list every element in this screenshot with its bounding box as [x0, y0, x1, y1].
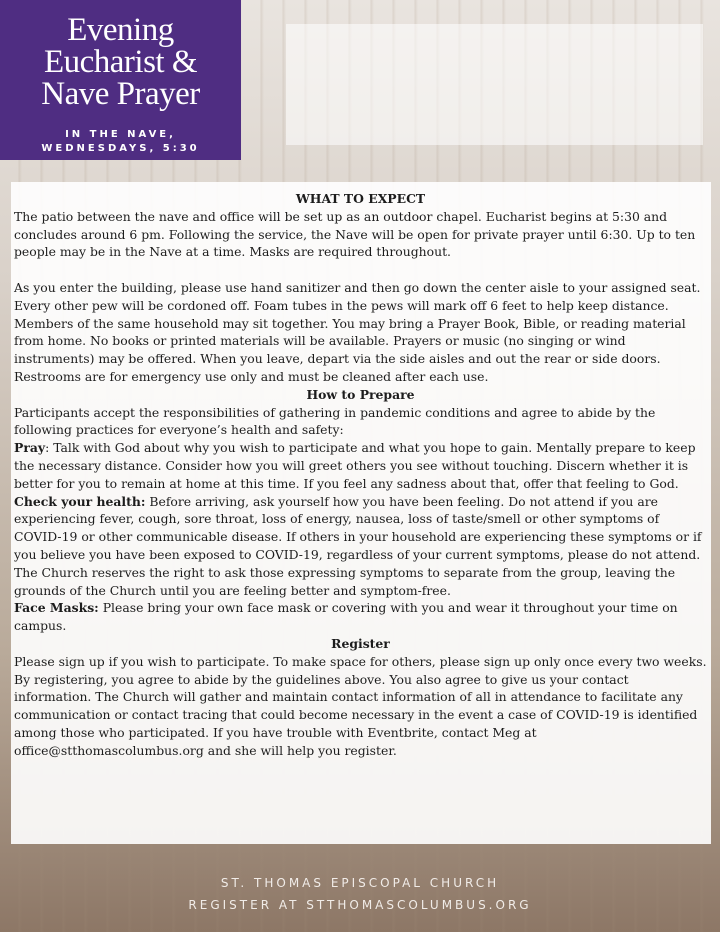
prepare-heading: How to Prepare [306, 386, 415, 402]
pray-text: : Talk with God about why you wish to participate and what you hope to gain. Mentally prepare to keep the necessary distance. Consider how you will greet others you see without touching. Discern whether it is better for you to remain at home at this time. If you feel any sadness about that, offer that feeling to God. [14, 440, 696, 491]
expect-heading: WHAT TO EXPECT [295, 191, 426, 206]
info-panel [11, 182, 711, 844]
title-line-1: Evening [67, 12, 174, 48]
prepare-intro: Participants accept the responsibilities of gathering in pandemic conditions and agree to abide by the following practices for everyone’s health and safety: [14, 404, 656, 438]
title-line-3: Nave Prayer [41, 76, 200, 112]
title-line-2: Eucharist & [43, 44, 198, 80]
masks-paragraph [14, 599, 707, 635]
expect-paragraph-1: The patio between the nave and office will be set up as an outdoor chapel. Eucharist begins at 5:30 and concludes around 6 pm. Following the service, the Nave will be open for private prayer until 6:30. Up to ten people may be in the Nave at a time. Masks are required throughout. [14, 208, 696, 260]
masks-label: Face Masks: [14, 600, 99, 616]
health-text: Before arriving, ask yourself how you have been feeling. Do not attend if you are experiencing fever, cough, sore throat, loss of energy, nausea, loss of taste/smell or other symptoms of COVID-19 or other communicable disease. If others in your household are experiencing these symptoms or if you believe you have been exposed to COVID-19, regardless of your current symptoms, please do not attend. The Church reserves the right to ask those expressing symptoms to separate from the group, leaving the grounds of the Church until you are feeling better and symptom-free. [14, 493, 702, 598]
register-url: REGISTER AT STTHOMASCOLUMBUS.ORG [188, 898, 532, 912]
pray-label: Pray [14, 440, 46, 456]
pray-paragraph [14, 439, 707, 492]
image-placeholder-panel [286, 24, 703, 145]
register-heading: Register [331, 635, 390, 651]
expect-paragraph-2: As you enter the building, please use hand sanitizer and then go down the center aisle to your assigned seat. Every other pew will be cordoned off. Foam tubes in the pews will mark off 6 feet to help keep distance. Members of the same household may sit together. You may bring a Prayer Book, Bible, or reading material from home. No books or printed materials will be available. Prayers or music (no singing or wind instruments) may be offered. When you leave, depart via the side aisles and out the rear or side doors. Restrooms are for emergency use only and must be cleaned after each use. [14, 279, 701, 384]
footer [0, 872, 720, 916]
register-paragraph: Please sign up if you wish to participate. To make space for others, please sign up only once every two weeks. By registering, you agree to abide by the guidelines above. You also agree to give us your contact information. The Church will gather and maintain contact information of all in attendance to facilitate any communication or contact tracing that could become necessary in the event a case of COVID-19 is identified among those who participated. If you have trouble with Eventbrite, contact Meg at office@stthomascolumbus.org and she will help you register. [14, 653, 707, 758]
event-subtitle: IN THE NAVE, WEDNESDAYS, 5:30 [41, 129, 200, 154]
church-name: ST. THOMAS EPISCOPAL CHURCH [220, 876, 500, 890]
paragraph-gap [14, 261, 707, 279]
health-paragraph [14, 493, 707, 600]
health-label: Check your health: [14, 493, 146, 509]
masks-text: Please bring your own face mask or covering with you and wear it throughout your time on campus. [14, 600, 678, 634]
title-banner [0, 0, 241, 160]
